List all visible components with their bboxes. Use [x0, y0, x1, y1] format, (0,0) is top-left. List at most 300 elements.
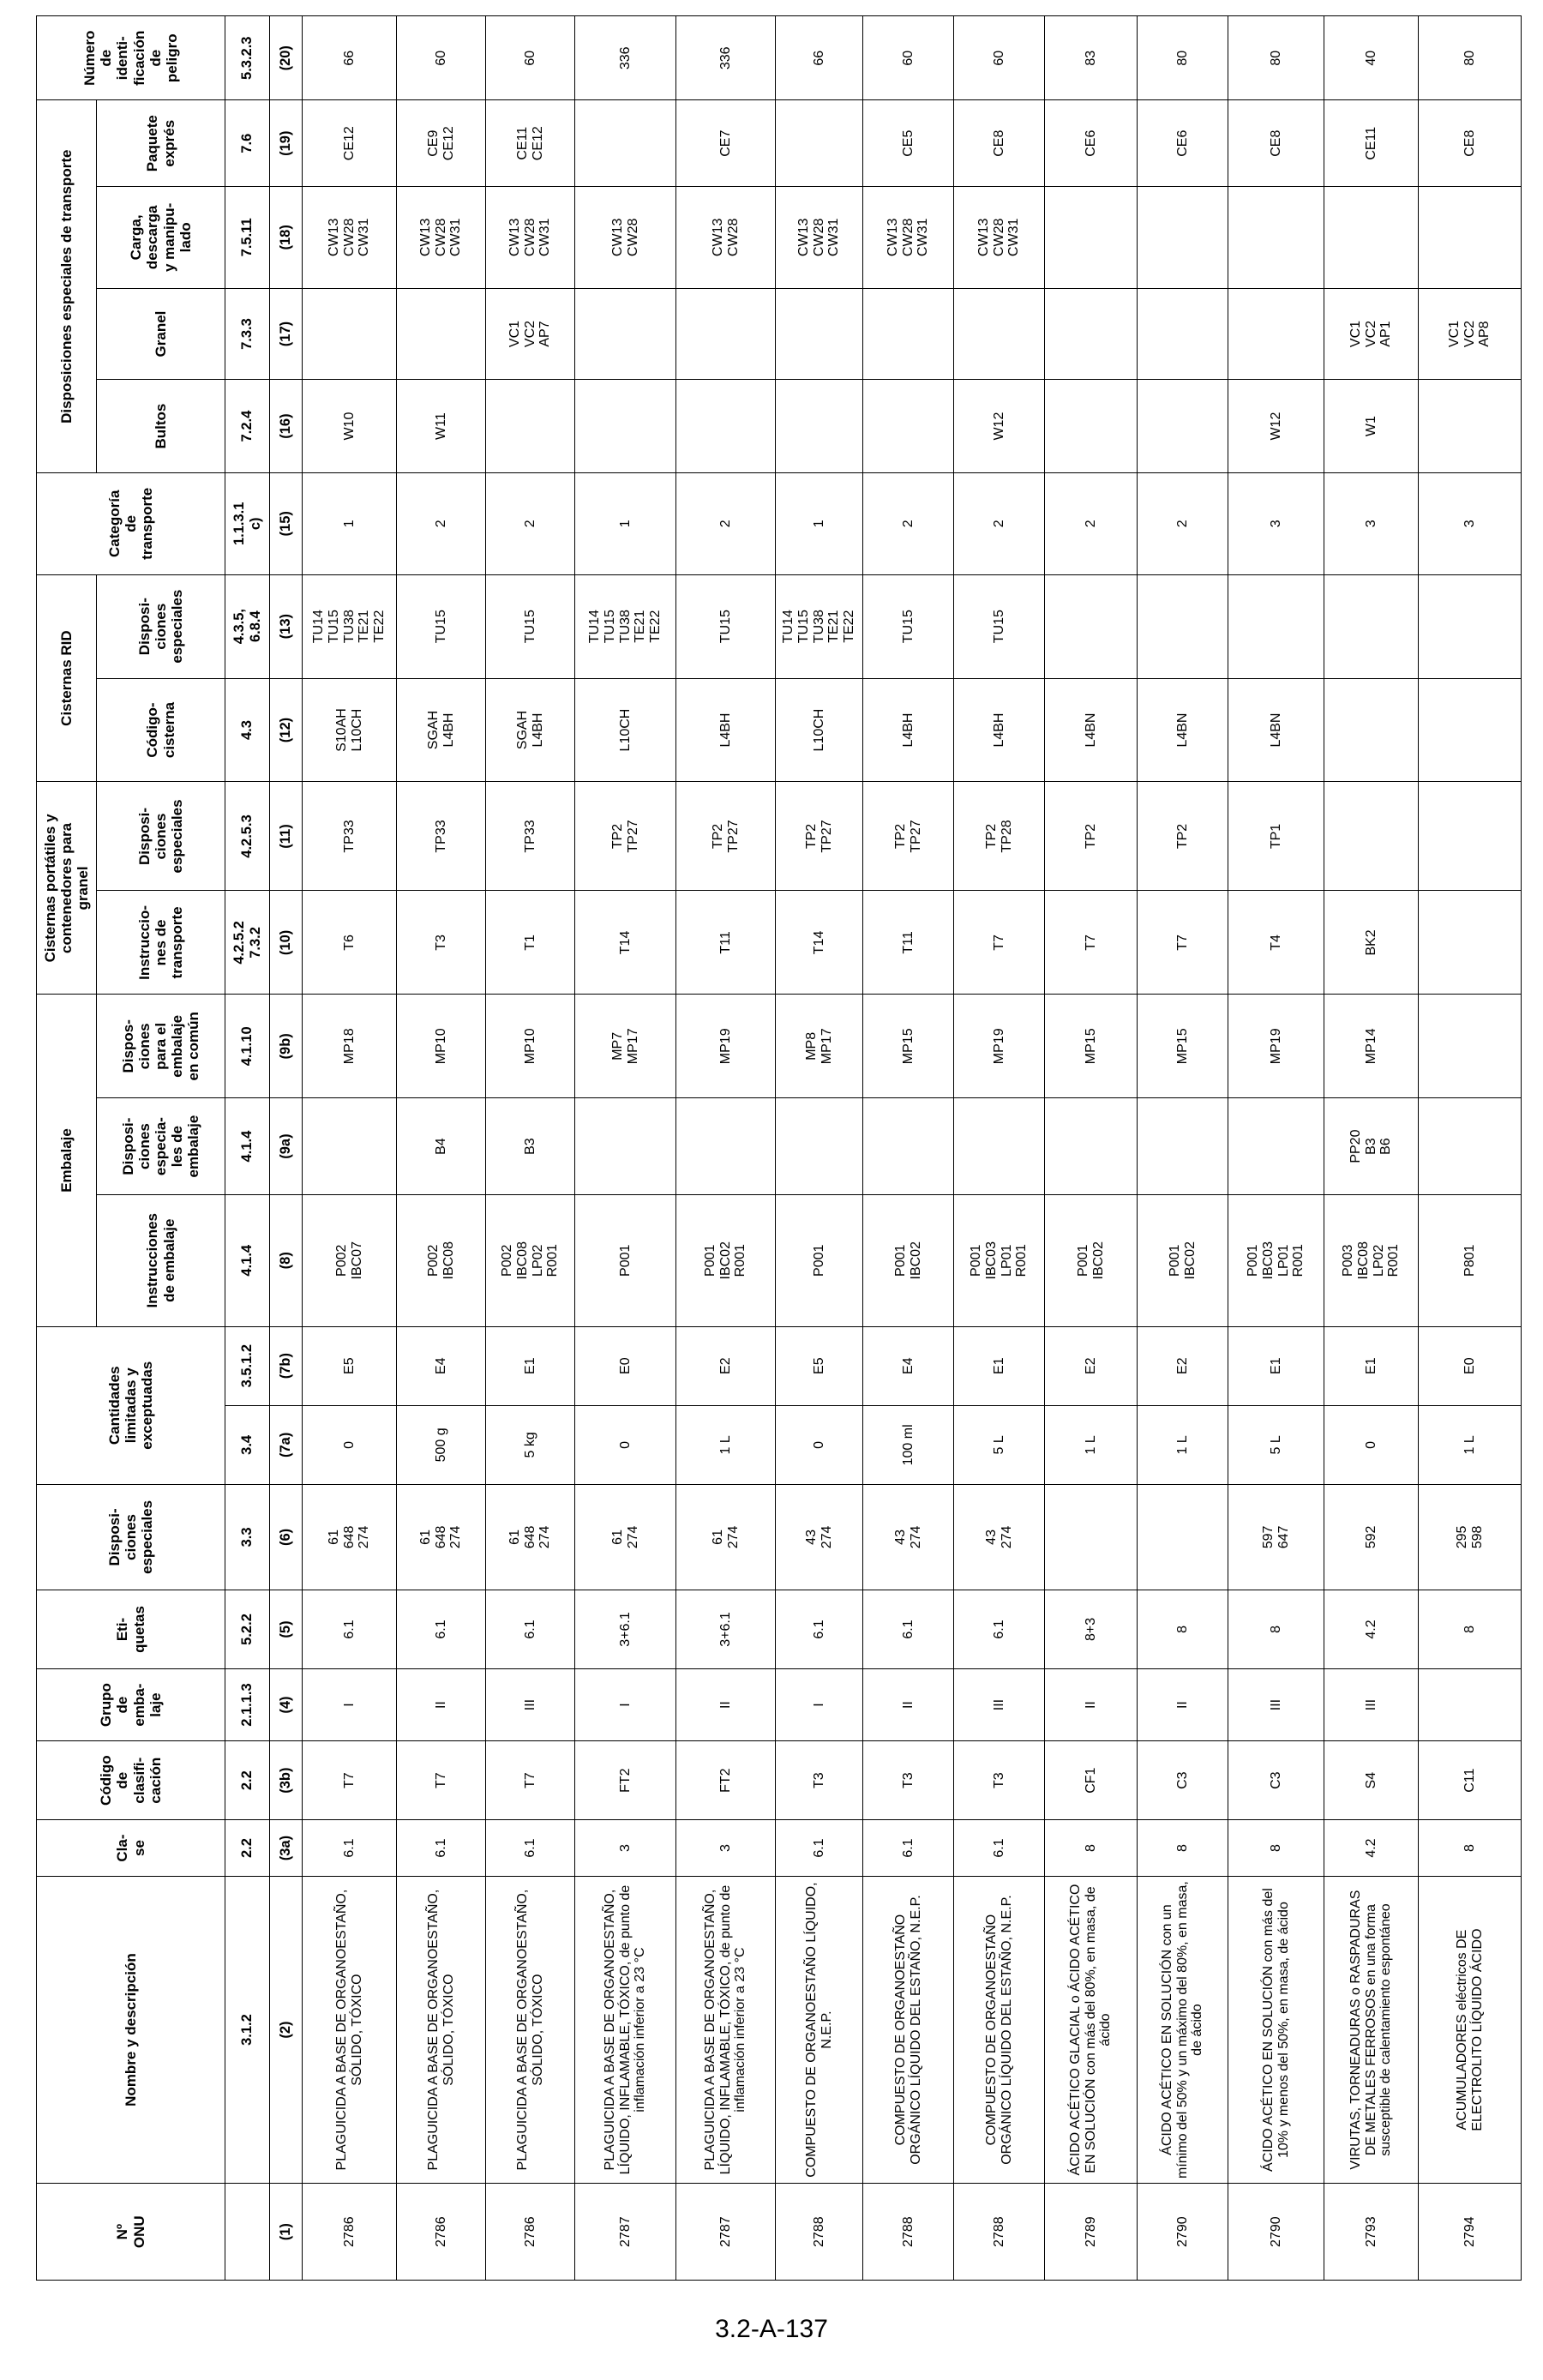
table-cell: VC1 VC2 AP1: [1324, 288, 1419, 380]
header-loading: Carga, descarga y manipu- lado: [97, 186, 225, 288]
table-cell: 6.1: [954, 1590, 1045, 1668]
table-cell: 4.2: [1324, 1590, 1419, 1668]
table-cell: E0: [575, 1326, 676, 1405]
table-cell: 60: [954, 16, 1045, 101]
table-cell: [1045, 288, 1138, 380]
table-cell: W12: [1228, 380, 1324, 473]
table-cell: 61 648 274: [397, 1484, 486, 1590]
table-cell: [1045, 1098, 1138, 1195]
header-bulk: Granel: [97, 288, 225, 380]
table-cell: 6.1: [954, 1820, 1045, 1877]
name-cell: VIRUTAS, TORNEADURAS o RASPADURAS DE METALES FERROSOS en una forma susceptible de calentamiento espontáneo: [1324, 1876, 1419, 2184]
table-cell: T7: [486, 1741, 575, 1820]
table-cell: CW13 CW28 CW31: [776, 186, 863, 288]
header-class: Cla- se: [37, 1820, 225, 1877]
table-cell: [1045, 574, 1138, 678]
table-cell: MP15: [1138, 995, 1228, 1098]
table-cell: 0: [776, 1405, 863, 1484]
table-cell: T7: [303, 1741, 397, 1820]
column-number-cell: (10): [270, 891, 303, 995]
table-cell: 8: [1138, 1820, 1228, 1877]
table-cell: T11: [863, 891, 954, 995]
table-cell: L10CH: [776, 678, 863, 782]
table-cell: 1 L: [676, 1405, 776, 1484]
table-cell: W12: [954, 380, 1045, 473]
name-cell: COMPUESTO DE ORGANOESTAÑO LÍQUIDO, N.E.P.: [776, 1876, 863, 2184]
table-cell: TP2 TP27: [863, 782, 954, 891]
table-cell: PP20 B3 B6: [1324, 1098, 1419, 1195]
table-cell: III: [486, 1669, 575, 1741]
column-number-cell: (16): [270, 380, 303, 473]
column-number-cell: (7b): [270, 1326, 303, 1405]
table-cell: P001 IBC03 LP01 R001: [1228, 1194, 1324, 1326]
header-transport-instructions: Instruccio- nes de transporte: [97, 891, 225, 995]
table-cell: BK2: [1324, 891, 1419, 995]
table-cell: E2: [1138, 1326, 1228, 1405]
column-number-cell: (11): [270, 782, 303, 891]
table-cell: P001 IBC02: [1045, 1194, 1138, 1326]
table-row: [1045, 16, 1138, 2281]
table-cell: S10AH L10CH: [303, 678, 397, 782]
table-cell: SGAH L4BH: [486, 678, 575, 782]
reference-cell: 4.2.5.3: [225, 782, 270, 891]
table-cell: MP19: [676, 995, 776, 1098]
table-cell: [776, 1098, 863, 1195]
table-cell: C3: [1228, 1741, 1324, 1820]
table-cell: [1419, 380, 1522, 473]
reference-cell: 3.5.1.2: [225, 1326, 270, 1405]
table-cell: 8: [1419, 1590, 1522, 1668]
table-cell: 6.1: [303, 1820, 397, 1877]
name-cell: COMPUESTO DE ORGANOESTAÑO ORGÁNICO LÍQUIDO DEL ESTAÑO, N.E.P.: [863, 1876, 954, 2184]
table-cell: CW13 CW28 CW31: [863, 186, 954, 288]
table-cell: E1: [1228, 1326, 1324, 1405]
table-cell: 1 L: [1419, 1405, 1522, 1484]
column-number-cell: (19): [270, 100, 303, 186]
table-cell: MP18: [303, 995, 397, 1098]
name-cell: COMPUESTO DE ORGANOESTAÑO ORGÁNICO LÍQUIDO DEL ESTAÑO, N.E.P.: [954, 1876, 1045, 2184]
table-cell: T7: [954, 891, 1045, 995]
table-cell: P002 IBC08 LP02 R001: [486, 1194, 575, 1326]
column-number-cell: (9b): [270, 995, 303, 1098]
table-cell: TU15: [397, 574, 486, 678]
table-cell: CE6: [1045, 100, 1138, 186]
table-cell: P001: [776, 1194, 863, 1326]
table-cell: 295 598: [1419, 1484, 1522, 1590]
table-cell: [1228, 288, 1324, 380]
table-cell: [397, 288, 486, 380]
table-cell: 6.1: [397, 1590, 486, 1668]
table-cell: 1: [575, 472, 676, 574]
reference-cell: 2.2: [225, 1741, 270, 1820]
table-cell: 1 L: [1045, 1405, 1138, 1484]
column-number-cell: (2): [270, 1876, 303, 2184]
reference-cell: 4.3: [225, 678, 270, 782]
un-number-cell: 2787: [676, 2184, 776, 2281]
table-cell: [954, 288, 1045, 380]
table-cell: E4: [397, 1326, 486, 1405]
table-cell: T1: [486, 891, 575, 995]
reference-cell: 3.1.2: [225, 1876, 270, 2184]
table-cell: P001 IBC02 R001: [676, 1194, 776, 1326]
table-cell: P801: [1419, 1194, 1522, 1326]
table-cell: CW13 CW28: [575, 186, 676, 288]
table-cell: 2: [1138, 472, 1228, 574]
table-cell: [575, 1098, 676, 1195]
table-cell: CE11: [1324, 100, 1419, 186]
table-cell: 8: [1228, 1590, 1324, 1668]
table-cell: III: [954, 1669, 1045, 1741]
table-cell: 6.1: [486, 1590, 575, 1668]
reference-row: [225, 16, 270, 2281]
table-cell: CW13 CW28: [676, 186, 776, 288]
table-cell: C3: [1138, 1741, 1228, 1820]
un-number-cell: 2788: [954, 2184, 1045, 2281]
table-cell: MP7 MP17: [575, 995, 676, 1098]
table-cell: CE7: [676, 100, 776, 186]
table-cell: CW13 CW28 CW31: [486, 186, 575, 288]
table-cell: CE8: [1419, 100, 1522, 186]
page-number: 3.2-A-137: [715, 2315, 828, 2343]
table-cell: [863, 288, 954, 380]
table-cell: 40: [1324, 16, 1419, 101]
table-row: [486, 16, 575, 2281]
un-number-cell: 2789: [1045, 2184, 1138, 2281]
table-cell: T6: [303, 891, 397, 995]
table-cell: S4: [1324, 1741, 1419, 1820]
table-cell: FT2: [676, 1741, 776, 1820]
table-cell: MP19: [1228, 995, 1324, 1098]
table-cell: [1045, 1484, 1138, 1590]
reference-cell: 3.3: [225, 1484, 270, 1590]
table-cell: TU14 TU15 TU38 TE21 TE22: [303, 574, 397, 678]
table-cell: [1138, 1098, 1228, 1195]
un-number-cell: 2788: [776, 2184, 863, 2281]
column-number-row: [270, 16, 303, 2281]
column-number-cell: (6): [270, 1484, 303, 1590]
table-cell: W10: [303, 380, 397, 473]
table-cell: 4.2: [1324, 1820, 1419, 1877]
reference-cell: 7.6: [225, 100, 270, 186]
header-packaging: Embalaje: [37, 995, 97, 1326]
header-row-groups: [37, 16, 97, 2281]
header-packing-group: Grupo de emba- laje: [37, 1669, 225, 1741]
table-row: [397, 16, 486, 2281]
table-cell: L4BN: [1045, 678, 1138, 782]
column-number-cell: (9a): [270, 1098, 303, 1195]
column-number-cell: (15): [270, 472, 303, 574]
reference-cell: 7.3.3: [225, 288, 270, 380]
header-packing-instructions: Instrucciones de embalaje: [97, 1194, 225, 1326]
table-cell: TP1: [1228, 782, 1324, 891]
table-cell: MP10: [486, 995, 575, 1098]
table-cell: 8: [1045, 1820, 1138, 1877]
table-cell: I: [575, 1669, 676, 1741]
table-cell: [1324, 186, 1419, 288]
header-transport-category: Categoría de transporte: [37, 472, 225, 574]
un-number-cell: 2786: [486, 2184, 575, 2281]
column-number-cell: (3b): [270, 1741, 303, 1820]
table-row: [954, 16, 1045, 2281]
table-cell: [1419, 782, 1522, 891]
table-cell: 60: [397, 16, 486, 101]
table-cell: II: [1138, 1669, 1228, 1741]
table-cell: 2: [863, 472, 954, 574]
table-cell: L4BH: [954, 678, 1045, 782]
table-cell: CE8: [1228, 100, 1324, 186]
reference-cell: 3.4: [225, 1405, 270, 1484]
table-cell: E2: [676, 1326, 776, 1405]
table-cell: E5: [776, 1326, 863, 1405]
table-cell: 8: [1228, 1820, 1324, 1877]
table-cell: P001 IBC03 LP01 R001: [954, 1194, 1045, 1326]
table-cell: [676, 380, 776, 473]
table-cell: VC1 VC2 AP7: [486, 288, 575, 380]
reference-cell: 1.1.3.1 c): [225, 472, 270, 574]
name-cell: PLAGUICIDA A BASE DE ORGANOESTAÑO, LÍQUIDO, INFLAMABLE, TÓXICO, de punto de inflamación inferior a 23 °C: [575, 1876, 676, 2184]
table-cell: 61 648 274: [303, 1484, 397, 1590]
table-cell: T7: [397, 1741, 486, 1820]
header-special-provisions: Disposi- ciones especiales: [37, 1484, 225, 1590]
table-cell: T3: [863, 1741, 954, 1820]
header-tank-code: Código- cisterna: [97, 678, 225, 782]
table-cell: 1 L: [1138, 1405, 1228, 1484]
table-cell: CE6: [1138, 100, 1228, 186]
table-cell: L10CH: [575, 678, 676, 782]
table-cell: T7: [1138, 891, 1228, 995]
table-cell: 592: [1324, 1484, 1419, 1590]
table-cell: 2: [954, 472, 1045, 574]
column-number-cell: (17): [270, 288, 303, 380]
table-cell: W11: [397, 380, 486, 473]
table-cell: II: [1045, 1669, 1138, 1741]
header-classification-code: Código de clasifi- cación: [37, 1741, 225, 1820]
column-number-cell: (12): [270, 678, 303, 782]
table-cell: 60: [486, 16, 575, 101]
table-cell: B3: [486, 1098, 575, 1195]
rotated-table-container: [36, 15, 1492, 2281]
table-cell: [1228, 186, 1324, 288]
table-cell: 100 ml: [863, 1405, 954, 1484]
table-cell: 1: [776, 472, 863, 574]
reference-cell: [225, 2184, 270, 2281]
un-number-cell: 2786: [303, 2184, 397, 2281]
table-cell: L4BN: [1228, 678, 1324, 782]
table-cell: T11: [676, 891, 776, 995]
header-portable-tanks: Cisternas portátiles y contenedores para granel: [37, 782, 97, 995]
table-cell: P002 IBC07: [303, 1194, 397, 1326]
table-cell: 336: [676, 16, 776, 101]
table-cell: TP2: [1138, 782, 1228, 891]
column-number-cell: (1): [270, 2184, 303, 2281]
table-cell: 5 L: [1228, 1405, 1324, 1484]
table-cell: [1419, 186, 1522, 288]
table-cell: P001 IBC02: [863, 1194, 954, 1326]
table-cell: C11: [1419, 1741, 1522, 1820]
header-un-number: Nº ONU: [37, 2184, 225, 2281]
table-cell: P002 IBC08: [397, 1194, 486, 1326]
table-cell: 2: [397, 472, 486, 574]
table-cell: T4: [1228, 891, 1324, 995]
table-cell: CE8: [954, 100, 1045, 186]
table-cell: 6.1: [486, 1820, 575, 1877]
table-cell: B4: [397, 1098, 486, 1195]
reference-cell: 2.2: [225, 1820, 270, 1877]
header-rid-tanks: Cisternas RID: [37, 574, 97, 782]
table-cell: [1138, 186, 1228, 288]
table-cell: T3: [776, 1741, 863, 1820]
table-cell: I: [776, 1669, 863, 1741]
name-cell: ÁCIDO ACÉTICO EN SOLUCIÓN con un mínimo del 50% y un máximo del 80%, en masa, de ácido: [1138, 1876, 1228, 2184]
table-cell: MP8 MP17: [776, 995, 863, 1098]
table-cell: 3: [676, 1820, 776, 1877]
table-cell: [863, 380, 954, 473]
table-cell: 43 274: [776, 1484, 863, 1590]
table-cell: SGAH L4BH: [397, 678, 486, 782]
table-cell: 6.1: [863, 1590, 954, 1668]
reference-cell: 7.2.4: [225, 380, 270, 473]
table-cell: 83: [1045, 16, 1138, 101]
data-rows: [303, 16, 1522, 2281]
table-cell: T14: [776, 891, 863, 995]
dangerous-goods-table: [36, 15, 1522, 2281]
table-cell: 43 274: [954, 1484, 1045, 1590]
table-cell: 3: [1228, 472, 1324, 574]
table-cell: P001: [575, 1194, 676, 1326]
table-cell: CE12: [303, 100, 397, 186]
reference-cell: 2.1.1.3: [225, 1669, 270, 1741]
table-cell: E5: [303, 1326, 397, 1405]
table-cell: CE9 CE12: [397, 100, 486, 186]
table-row: [1138, 16, 1228, 2281]
table-cell: 2: [486, 472, 575, 574]
reference-cell: 4.3.5, 6.8.4: [225, 574, 270, 678]
table-cell: 43 274: [863, 1484, 954, 1590]
table-cell: 8: [1138, 1590, 1228, 1668]
table-cell: CE11 CE12: [486, 100, 575, 186]
table-cell: MP15: [863, 995, 954, 1098]
table-cell: CF1: [1045, 1741, 1138, 1820]
name-cell: ÁCIDO ACÉTICO GLACIAL o ÁCIDO ACÉTICO EN SOLUCIÓN con más del 80%, en masa, de ácido: [1045, 1876, 1138, 2184]
table-cell: 8: [1419, 1820, 1522, 1877]
table-cell: 2: [676, 472, 776, 574]
column-number-cell: (8): [270, 1194, 303, 1326]
reference-cell: 4.1.4: [225, 1194, 270, 1326]
un-number-cell: 2794: [1419, 2184, 1522, 2281]
table-cell: MP10: [397, 995, 486, 1098]
table-cell: III: [1324, 1669, 1419, 1741]
table-cell: [1419, 1669, 1522, 1741]
table-cell: 66: [303, 16, 397, 101]
reference-cell: 5.2.2: [225, 1590, 270, 1668]
table-cell: 66: [776, 16, 863, 101]
table-cell: P001 IBC02: [1138, 1194, 1228, 1326]
table-cell: [1419, 1098, 1522, 1195]
table-cell: CW13 CW28 CW31: [397, 186, 486, 288]
table-cell: TU15: [676, 574, 776, 678]
un-number-cell: 2793: [1324, 2184, 1419, 2281]
reference-cell: 7.5.11: [225, 186, 270, 288]
table-cell: III: [1228, 1669, 1324, 1741]
table-row: [776, 16, 863, 2281]
table-cell: TP2 TP27: [575, 782, 676, 891]
table-cell: 80: [1138, 16, 1228, 101]
table-cell: FT2: [575, 1741, 676, 1820]
table-cell: T3: [397, 891, 486, 995]
table-cell: 0: [575, 1405, 676, 1484]
table-cell: 6.1: [397, 1820, 486, 1877]
table-cell: [1324, 782, 1419, 891]
table-cell: 6.1: [776, 1820, 863, 1877]
table-cell: CE5: [863, 100, 954, 186]
name-cell: PLAGUICIDA A BASE DE ORGANOESTAÑO, SÓLIDO, TÓXICO: [303, 1876, 397, 2184]
table-cell: [776, 288, 863, 380]
table-row: [1419, 16, 1522, 2281]
table-row: [575, 16, 676, 2281]
table-cell: TU14 TU15 TU38 TE21 TE22: [575, 574, 676, 678]
un-number-cell: 2788: [863, 2184, 954, 2281]
table-cell: TP2: [1045, 782, 1138, 891]
header-hazard-id: Número de identi- ficación de peligro: [37, 16, 225, 101]
table-row: [863, 16, 954, 2281]
table-cell: 336: [575, 16, 676, 101]
table-cell: [575, 380, 676, 473]
table-cell: 3+6.1: [575, 1590, 676, 1668]
un-number-cell: 2790: [1228, 2184, 1324, 2281]
header-rid-special-provisions: Disposi- ciones especiales: [97, 574, 225, 678]
reference-cell: 4.1.10: [225, 995, 270, 1098]
table-cell: 80: [1419, 16, 1522, 101]
table-cell: [776, 100, 863, 186]
table-cell: [1228, 1098, 1324, 1195]
header-name: Nombre y descripción: [37, 1876, 225, 2184]
table-cell: E1: [486, 1326, 575, 1405]
table-cell: 5 L: [954, 1405, 1045, 1484]
table-cell: 500 g: [397, 1405, 486, 1484]
table-cell: L4BN: [1138, 678, 1228, 782]
table-cell: 5 kg: [486, 1405, 575, 1484]
header-limited-quantities: Cantidades limitadas y exceptuadas: [37, 1326, 225, 1484]
table-cell: MP14: [1324, 995, 1419, 1098]
header-special-packing: Disposi- ciones especia- les de embalaje: [97, 1098, 225, 1195]
table-cell: T3: [954, 1741, 1045, 1820]
table-cell: CW13 CW28 CW31: [303, 186, 397, 288]
table-cell: 6.1: [303, 1590, 397, 1668]
table-cell: 1: [303, 472, 397, 574]
table-cell: 61 274: [676, 1484, 776, 1590]
table-cell: E4: [863, 1326, 954, 1405]
table-cell: E2: [1045, 1326, 1138, 1405]
table-cell: 61 648 274: [486, 1484, 575, 1590]
table-cell: [1138, 380, 1228, 473]
table-cell: [1228, 574, 1324, 678]
table-cell: 3: [575, 1820, 676, 1877]
table-cell: 3+6.1: [676, 1590, 776, 1668]
table-cell: TU14 TU15 TU38 TE21 TE22: [776, 574, 863, 678]
table-cell: T7: [1045, 891, 1138, 995]
table-cell: VC1 VC2 AP8: [1419, 288, 1522, 380]
table-cell: L4BH: [863, 678, 954, 782]
table-row: [1324, 16, 1419, 2281]
table-cell: CW13 CW28 CW31: [954, 186, 1045, 288]
table-cell: TU15: [954, 574, 1045, 678]
table-cell: 60: [863, 16, 954, 101]
name-cell: PLAGUICIDA A BASE DE ORGANOESTAÑO, SÓLIDO, TÓXICO: [397, 1876, 486, 2184]
table-cell: E0: [1419, 1326, 1522, 1405]
table-cell: II: [676, 1669, 776, 1741]
un-number-cell: 2790: [1138, 2184, 1228, 2281]
header-mixed-packing: Dispos- ciones para el embalaje en común: [97, 995, 225, 1098]
